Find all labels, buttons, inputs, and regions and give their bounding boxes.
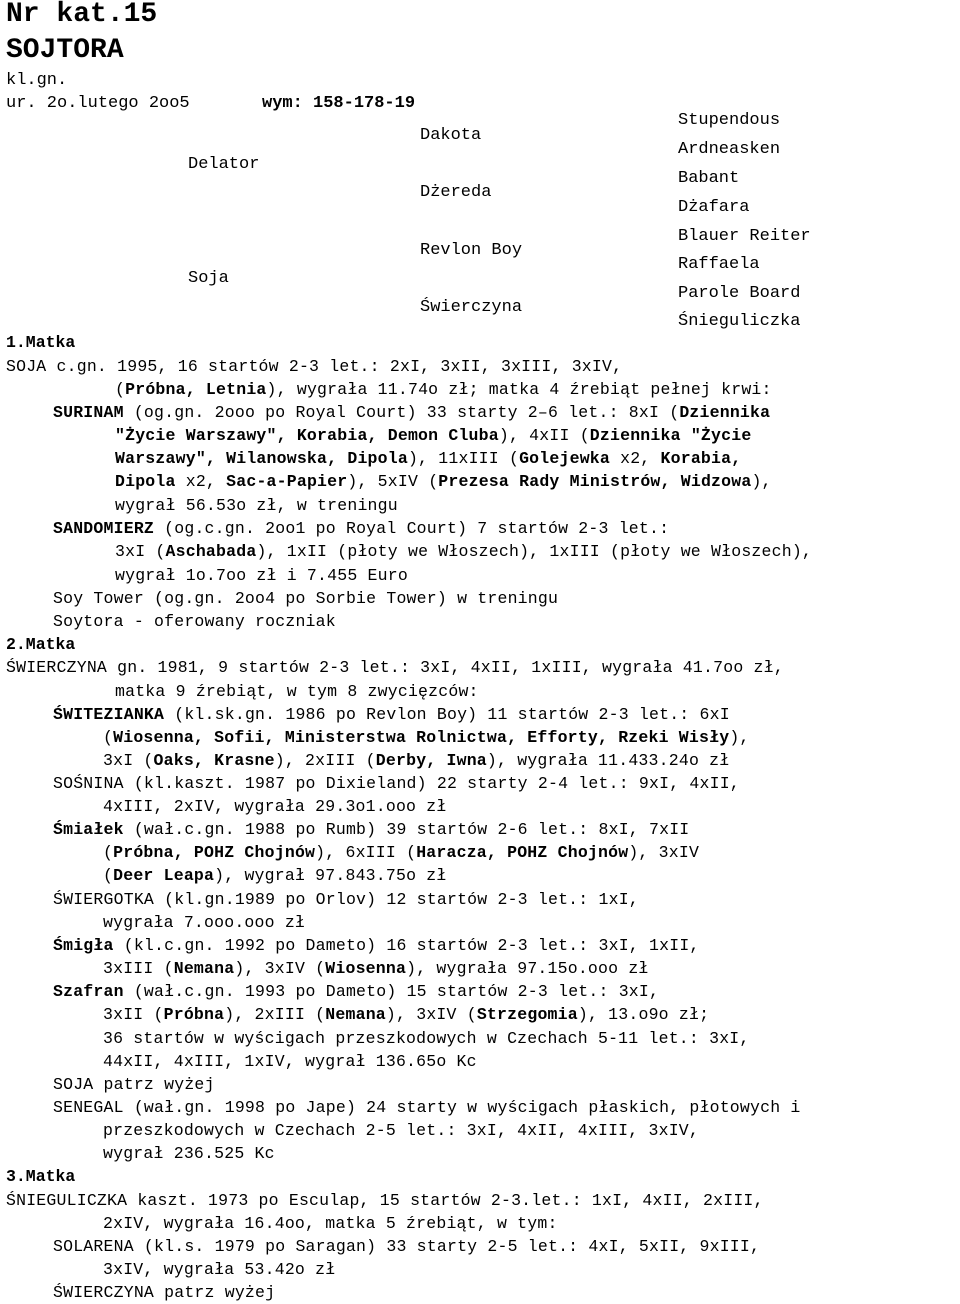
pedigree-sire-dam: Dżereda: [420, 183, 492, 202]
breed-color: kl.gn.: [6, 71, 68, 90]
pedigree-g3-2: Ardneasken: [678, 140, 781, 159]
pedigree-g3-7: Parole Board: [678, 284, 801, 303]
matka1-line-3: SURINAM (og.gn. 2ooo po Royal Court) 33 starty 2–6 let.: 8xI (Dziennika: [53, 403, 771, 422]
matka3-line-4: 3xIV, wygrała 53.42o zł: [103, 1260, 336, 1279]
matka2-line-19: SOJA patrz wyżej: [53, 1075, 215, 1094]
matka1-line-2: (Próbna, Letnia), wygrała 11.74o zł; matka 4 źrebiąt pełnej krwi:: [115, 380, 772, 399]
matka1-line-5: Warszawy", Wilanowska, Dipola), 11xIII (Golejewka x2, Korabia,: [115, 449, 742, 468]
matka2-line-4: (Wiosenna, Sofii, Ministerstwa Rolnictwa, Efforty, Rzeki Wisły),: [103, 728, 750, 747]
pedigree-g3-4: Dżafara: [678, 198, 750, 217]
matka1-line-4: "Życie Warszawy", Korabia, Demon Cluba), 4xII (Dziennika "Życie: [115, 426, 752, 445]
pedigree-sire: Delator: [188, 155, 260, 174]
matka1-line-7: wygrał 56.53o zł, w treningu: [115, 496, 398, 515]
measurements: wym: 158-178-19: [262, 94, 416, 113]
matka2-line-1: ŚWIERCZYNA gn. 1981, 9 startów 2-3 let.: 3xI, 4xII, 1xIII, wygrała 41.7oo zł,: [6, 658, 784, 677]
matka2-line-3: ŚWITEZIANKA (kl.sk.gn. 1986 po Revlon Boy) 11 startów 2-3 let.: 6xI: [53, 705, 730, 724]
pedigree-g3-8: Śnieguliczka: [678, 312, 801, 331]
matka3-line-2: 2xIV, wygrała 16.4oo, matka 5 źrebiąt, w tym:: [103, 1214, 558, 1233]
section-heading-matka-2: 2.Matka: [6, 635, 76, 654]
horse-name: SOJTORA: [6, 35, 124, 66]
pedigree-g3-6: Raffaela: [678, 255, 760, 274]
matka2-line-17: 36 startów w wyścigach przeszkodowych w Czechach 5-11 let.: 3xI,: [103, 1029, 750, 1048]
matka3-line-5: ŚWIERCZYNA patrz wyżej: [53, 1283, 276, 1302]
matka2-line-8: Śmiałek (wał.c.gn. 1988 po Rumb) 39 startów 2-6 let.: 8xI, 7xII: [53, 820, 690, 839]
matka2-line-2: matka 9 źrebiąt, w tym 8 zwycięzców:: [115, 682, 479, 701]
matka1-line-8: SANDOMIERZ (og.c.gn. 2oo1 po Royal Court) 7 startów 2-3 let.:: [53, 519, 670, 538]
pedigree-dam: Soja: [188, 269, 229, 288]
matka2-line-13: Śmigła (kl.c.gn. 1992 po Dameto) 16 startów 2-3 let.: 3xI, 1xII,: [53, 936, 700, 955]
matka2-line-5: 3xI (Oaks, Krasne), 2xIII (Derby, Iwna), wygrała 11.433.24o zł: [103, 751, 730, 770]
section-heading-matka-3: 3.Matka: [6, 1167, 76, 1186]
matka2-line-15: Szafran (wał.c.gn. 1993 po Dameto) 15 startów 2-3 let.: 3xI,: [53, 982, 660, 1001]
pedigree-dam-sire: Revlon Boy: [420, 241, 523, 260]
matka2-line-22: wygrał 236.525 Kc: [103, 1144, 275, 1163]
catalog-number: Nr kat.15: [6, 0, 158, 30]
pedigree-sire-sire: Dakota: [420, 126, 482, 145]
matka2-line-21: przeszkodowych w Czechach 2-5 let.: 3xI, 4xII, 4xIII, 3xIV,: [103, 1121, 699, 1140]
pedigree-g3-1: Stupendous: [678, 111, 781, 130]
matka2-line-6: SOŚNINA (kl.kaszt. 1987 po Dixieland) 22 starty 2-4 let.: 9xI, 4xII,: [53, 774, 740, 793]
matka3-line-1: ŚNIEGULICZKA kaszt. 1973 po Esculap, 15 startów 2-3.let.: 1xI, 4xII, 2xIII,: [6, 1191, 764, 1210]
matka2-line-18: 44xII, 4xIII, 1xIV, wygrał 136.65o Kc: [103, 1052, 477, 1071]
matka2-line-16: 3xII (Próbna), 2xIII (Nemana), 3xIV (Strzegomia), 13.o9o zł;: [103, 1005, 710, 1024]
matka1-line-11: Soy Tower (og.gn. 2oo4 po Sorbie Tower) w treningu: [53, 589, 559, 608]
matka2-line-20: SENEGAL (wał.gn. 1998 po Jape) 24 starty w wyścigach płaskich, płotowych i: [53, 1098, 801, 1117]
matka1-line-12: Soytora - oferowany roczniak: [53, 612, 336, 631]
matka1-line-6: Dipola x2, Sac-a-Papier), 5xIV (Prezesa Rady Ministrów, Widzowa),: [115, 472, 772, 491]
pedigree-g3-5: Blauer Reiter: [678, 227, 811, 246]
pedigree-g3-3: Babant: [678, 169, 740, 188]
matka1-line-1: SOJA c.gn. 1995, 16 startów 2-3 let.: 2xI, 3xII, 3xIII, 3xIV,: [6, 357, 623, 376]
matka1-line-9: 3xI (Aschabada), 1xII (płoty we Włoszech), 1xIII (płoty we Włoszech),: [115, 542, 813, 561]
matka1-line-10: wygrał 1o.7oo zł i 7.455 Euro: [115, 566, 408, 585]
matka2-line-9: (Próbna, POHZ Chojnów), 6xIII (Haracza, POHZ Chojnów), 3xIV: [103, 843, 700, 862]
matka2-line-14: 3xIII (Nemana), 3xIV (Wiosenna), wygrała 97.15o.ooo zł: [103, 959, 649, 978]
pedigree-dam-dam: Świerczyna: [420, 298, 523, 317]
matka3-line-3: SOLARENA (kl.s. 1979 po Saragan) 33 starty 2-5 let.: 4xI, 5xII, 9xIII,: [53, 1237, 761, 1256]
matka2-line-12: wygrała 7.ooo.ooo zł: [103, 913, 306, 932]
matka2-line-10: (Deer Leapa), wygrał 97.843.75o zł: [103, 866, 447, 885]
section-heading-matka-1: 1.Matka: [6, 333, 76, 352]
birth-date: ur. 2o.lutego 2oo5: [6, 94, 190, 113]
matka2-line-7: 4xIII, 2xIV, wygrała 29.3o1.ooo zł: [103, 797, 447, 816]
matka2-line-11: ŚWIERGOTKA (kl.gn.1989 po Orlov) 12 startów 2-3 let.: 1xI,: [53, 890, 639, 909]
